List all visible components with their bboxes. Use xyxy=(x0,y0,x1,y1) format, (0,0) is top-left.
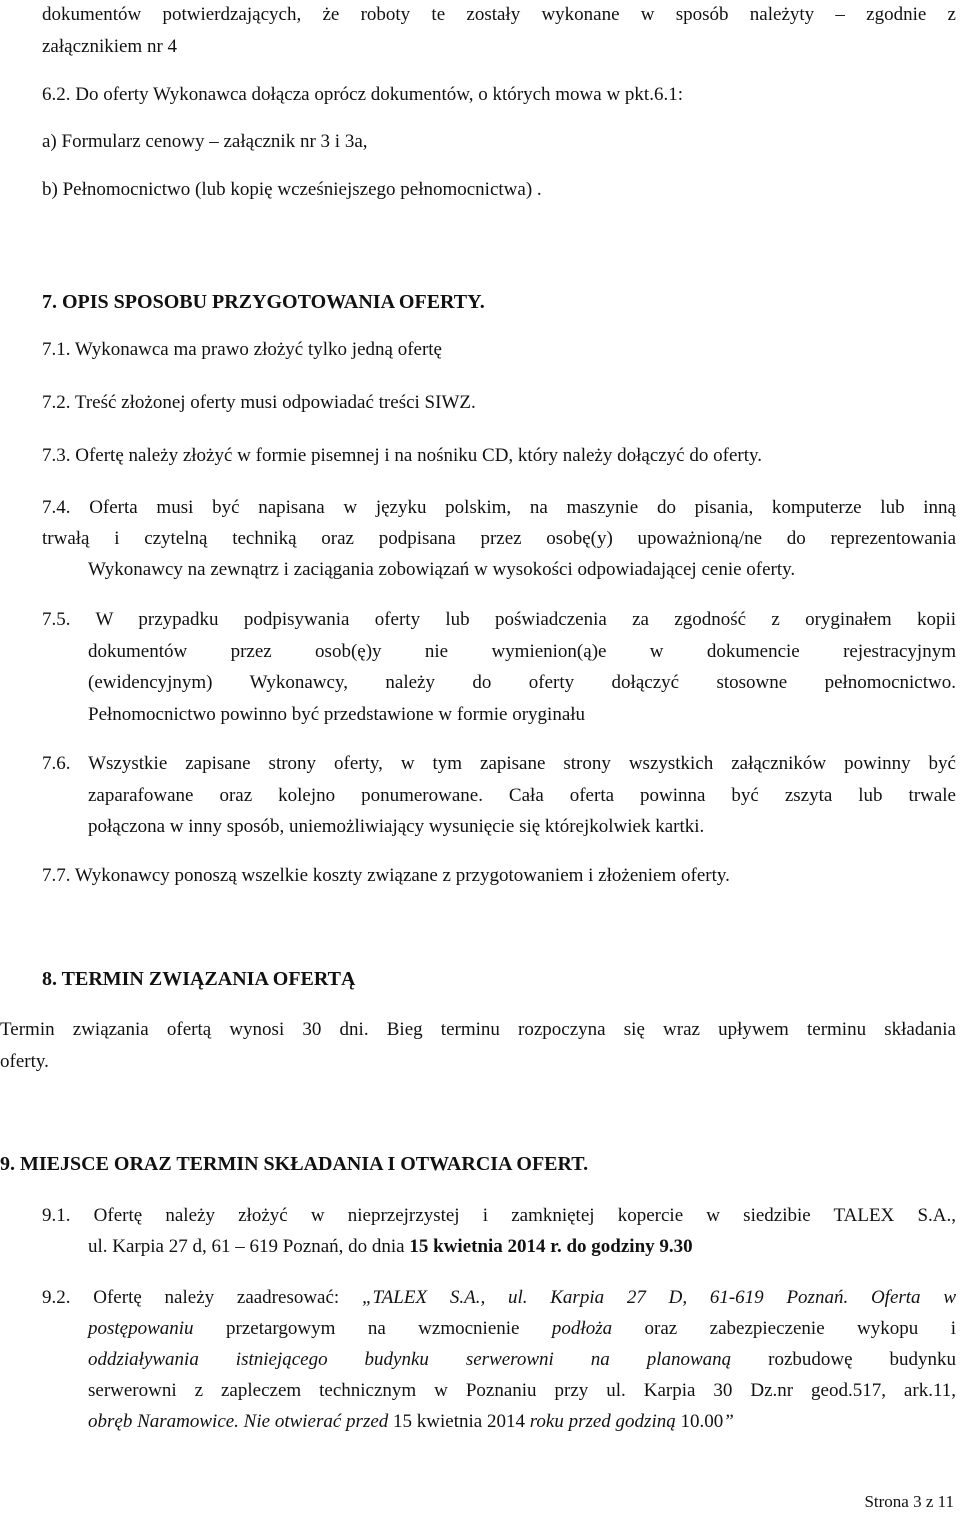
paragraph-9-1-line: 9.1. Ofertę należy złożyć w nieprzejrzystej i zamkniętej kopercie w siedzibie TALEX S.A., xyxy=(42,1205,956,1226)
paragraph-9-2-line: oddziaływania istniejącego budynku serwerowni na planowaną rozbudowę budynku xyxy=(88,1349,956,1370)
paragraph-7-6-line: 7.6. Wszystkie zapisane strony oferty, w tym zapisane strony wszystkich załączników powinny być xyxy=(42,753,956,774)
paragraph-9-2-line: 9.2. Ofertę należy zaadresować: „TALEX S.A., ul. Karpia 27 D, 61-619 Poznań. Oferta w xyxy=(42,1287,956,1308)
paragraph-7-4-line: Wykonawcy na zewnątrz i zaciągania zobowiązań w wysokości odpowiadającej cenie oferty. xyxy=(88,559,796,580)
paragraph-9-2-line: obręb Naramowice. Nie otwierać przed 15 kwietnia 2014 roku przed godziną 10.00” xyxy=(88,1411,734,1432)
paragraph-9-1-line: ul. Karpia 27 d, 61 – 619 Poznań, do dnia 15 kwietnia 2014 r. do godziny 9.30 xyxy=(88,1236,693,1257)
paragraph-7-5-line: Pełnomocnictwo powinno być przedstawione w formie oryginału xyxy=(88,704,586,725)
paragraph-9-2-line: serwerowni z zapleczem technicznym w Poznaniu przy ul. Karpia 30 Dz.nr geod.517, ark.11, xyxy=(88,1380,956,1401)
text-line: dokumentów potwierdzających, że roboty te zostały wykonane w sposób należyty – zgodnie z xyxy=(42,4,956,25)
deadline-emphasis: 15 kwietnia 2014 r. do godziny 9.30 xyxy=(409,1236,693,1257)
paragraph-7-1: 7.1. Wykonawca ma prawo złożyć tylko jedną ofertę xyxy=(42,339,442,360)
paragraph-7-5-line: (ewidencyjnym) Wykonawcy, należy do oferty dołączyć stosowne pełnomocnictwo. xyxy=(88,672,956,693)
section-8-heading: 8. TERMIN ZWIĄZANIA OFERTĄ xyxy=(42,968,356,990)
paragraph-7-6-line: zaparafowane oraz kolejno ponumerowane. Cała oferta powinna być zszyta lub trwale xyxy=(88,785,956,806)
paragraph-6-2: 6.2. Do oferty Wykonawca dołącza oprócz dokumentów, o których mowa w pkt.6.1: xyxy=(42,84,683,105)
list-item-a: a) Formularz cenowy – załącznik nr 3 i 3a, xyxy=(42,131,368,152)
paragraph-7-3: 7.3. Ofertę należy złożyć w formie pisemnej i na nośniku CD, który należy dołączyć do oferty. xyxy=(42,445,762,466)
paragraph-7-2: 7.2. Treść złożonej oferty musi odpowiadać treści SIWZ. xyxy=(42,392,476,413)
page-number: Strona 3 z 11 xyxy=(864,1492,954,1511)
paragraph-7-7: 7.7. Wykonawcy ponoszą wszelkie koszty związane z przygotowaniem i złożeniem oferty. xyxy=(42,865,730,886)
paragraph-7-4-line: 7.4. Oferta musi być napisana w języku polskim, na maszynie do pisania, komputerze lub inną xyxy=(42,497,956,518)
list-item-b: b) Pełnomocnictwo (lub kopię wcześniejszego pełnomocnictwa) . xyxy=(42,179,542,200)
paragraph-8-line: Termin związania ofertą wynosi 30 dni. Bieg terminu rozpoczyna się wraz upływem terminu składania xyxy=(0,1019,956,1040)
paragraph-8-line: oferty. xyxy=(0,1051,49,1072)
text-line: załącznikiem nr 4 xyxy=(42,36,178,57)
section-9-heading: 9. MIEJSCE ORAZ TERMIN SKŁADANIA I OTWARCIA OFERT. xyxy=(0,1153,589,1175)
section-7-heading: 7. OPIS SPOSOBU PRZYGOTOWANIA OFERTY. xyxy=(42,291,485,313)
paragraph-9-2-line: postępowaniu przetargowym na wzmocnienie podłoża oraz zabezpieczenie wykopu i xyxy=(88,1318,956,1339)
paragraph-7-5-line: 7.5. W przypadku podpisywania oferty lub poświadczenia za zgodność z oryginałem kopii xyxy=(42,609,956,630)
paragraph-7-6-line: połączona w inny sposób, uniemożliwiający wysunięcie się którejkolwiek kartki. xyxy=(88,816,705,837)
paragraph-7-4-line: trwałą i czytelną techniką oraz podpisana przez osobę(y) upoważnioną/ne do reprezentowania xyxy=(42,528,956,549)
paragraph-7-5-line: dokumentów przez osob(ę)y nie wymienion(ą)e w dokumencie rejestracyjnym xyxy=(88,641,956,662)
